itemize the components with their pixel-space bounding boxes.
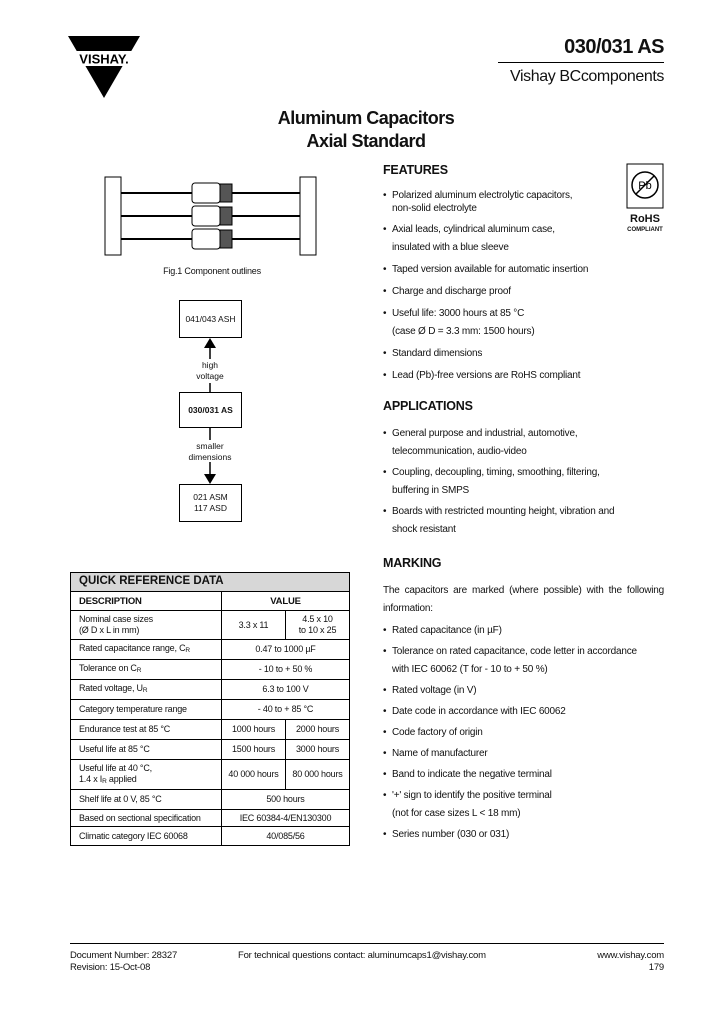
cell-value-a: 40 000 hours [228,769,279,779]
cell-desc [71,660,222,679]
list-item-line1: Rated voltage (in V) [392,685,477,696]
component-outline-figure [104,176,320,256]
cell-value-a: 1500 hours [231,744,276,754]
cell-desc-text: Tolerance on C [79,663,137,673]
list-item-line1: Axial leads, cylindrical aluminum case, [392,224,555,235]
column-header-description: DESCRIPTION [71,592,222,610]
cell-desc-line2-post: applied [106,773,137,784]
list-item-line1: Name of manufacturer [392,748,488,759]
table-row-shelf-life [71,790,349,810]
list-item [383,826,664,844]
flow-box-117-asd: 117 ASD [194,503,227,513]
cell-desc-line2-pre: 1.4 x I [79,773,103,784]
list-item-line2: shock resistant [392,524,456,535]
list-item-line1: Useful life: 3000 hours at 85 °C [392,308,525,319]
flow-box-030-031-as [179,392,242,428]
footer-right [597,950,664,974]
list-item [383,367,664,385]
list-item [383,703,664,721]
flow-label-voltage: voltage [196,371,224,381]
flow-label-high: high [201,360,219,370]
list-item [383,464,664,500]
list-item-line2: (case Ø D = 3.3 mm: 1500 hours) [392,326,535,337]
company-name: Vishay BCcomponents [510,68,664,85]
cell-value-b: 3000 hours [285,740,349,759]
table-row-useful-life-85 [71,740,349,760]
logo-text: VISHAY. [79,51,129,67]
list-item [383,787,664,823]
column-header-value: VALUE [270,595,301,607]
list-item-line2: telecommunication, audio-video [392,446,527,457]
document-number: Document Number: 28327 [70,950,178,961]
list-item-line1: Polarized aluminum electrolytic capacitors, [392,190,573,201]
cell-desc-line2-sub: R [102,777,107,785]
cell-value [222,720,349,739]
table-row-rated-capacitance [71,640,349,660]
list-item [383,305,664,341]
table-row-climatic-category [71,827,349,845]
table-row-nominal-case [71,611,349,640]
cell-value: 40/085/56 [266,830,305,841]
list-item-line2: non-solid electrolyte [392,203,477,214]
flow-box-041-043-ash-label: 041/043 ASH [185,313,236,324]
rohs-label: RoHS [630,213,660,225]
features-heading: FEATURES [383,163,448,177]
table-row-endurance [71,720,349,740]
cell-value: - 10 to + 50 % [258,664,313,674]
cell-value: 6.3 to 100 V [262,684,309,694]
list-item-line1: Code factory of origin [392,727,483,738]
applications-heading: APPLICATIONS [383,399,473,413]
cell-desc-line2: (Ø D x L in mm) [79,625,140,635]
list-item-line1: Taped version available for automatic insertion [392,264,589,275]
cell-desc: Useful life at 85 °C [71,740,222,759]
marking-intro: The capacitors are marked (where possible) with the following information: [383,585,664,614]
quick-reference-table [70,572,350,846]
cell-value: 500 hours [266,794,305,804]
list-item-line2: buffering in SMPS [392,485,470,496]
footer-contact[interactable]: For technical questions contact: aluminumcaps1@vishay.com [238,950,486,961]
list-item [383,345,664,363]
list-item-line1: Rated capacitance (in µF) [392,625,502,636]
cell-desc [71,680,222,699]
marking-list [383,622,664,844]
list-item [383,261,664,279]
cell-desc-sub: R [142,687,148,694]
title-line-2: Axial Standard [306,131,426,151]
footer-divider [70,943,664,944]
page-title [226,107,506,153]
applications-list [383,425,664,539]
table-row-useful-life-40 [71,760,349,790]
list-item-line1: Boards with restricted mounting height, vibration and [392,506,615,517]
cell-value [222,740,349,759]
table-row-tolerance [71,660,349,680]
page-number: 179 [648,962,664,973]
vishay-logo [66,34,142,100]
flow-label-dimensions: dimensions [188,452,232,462]
cell-desc: Endurance test at 85 °C [71,720,222,739]
list-item-line1: Date code in accordance with IEC 60062 [392,706,566,717]
cell-desc-line1: Nominal case sizes [79,614,153,624]
flow-box-041-043-ash [179,300,242,338]
cell-value: IEC 60384-4/EN130300 [239,812,332,823]
list-item [383,283,664,301]
cell-value: 0.47 to 1000 µF [255,644,316,654]
table-row-rated-voltage [71,680,349,700]
list-item-line1: Tolerance on rated capacitance, code letter in accordance [392,646,637,657]
cell-value [222,760,349,789]
list-item [383,425,664,461]
cell-desc: Category temperature range [71,700,222,719]
marking-heading: MARKING [383,556,442,570]
flow-label-high-voltage [170,360,250,382]
list-item-line2: with IEC 60062 (T for - 10 to + 50 %) [392,664,548,675]
list-item-line1: Series number (030 or 031) [392,829,510,840]
list-item [383,724,664,742]
cell-value-a: 3.3 x 11 [238,619,269,630]
list-item [383,682,664,700]
list-item [383,745,664,763]
cell-value-b-line2: to 10 x 25 [298,625,337,635]
cell-desc: Shelf life at 0 V, 85 °C [71,790,222,809]
revision: Revision: 15-Oct-08 [70,962,151,973]
cell-desc-text: Rated voltage, U [79,683,143,693]
cell-desc [71,640,222,659]
list-item-line2: insulated with a blue sleeve [392,242,509,253]
table-row-sectional-spec [71,810,349,827]
quick-reference-title: QUICK REFERENCE DATA [71,573,349,592]
list-item-line2: (not for case sizes L < 18 mm) [392,808,521,819]
cell-desc-sub: R [136,667,142,674]
cell-value-b: 2000 hours [285,720,349,739]
svg-text:Pb: Pb [638,180,652,192]
part-number: 030/031 AS [564,36,664,58]
cell-desc-text: Rated capacitance range, C [79,643,186,653]
list-item-line1: Charge and discharge proof [392,286,511,297]
flow-box-021-asm: 021 ASM [193,492,228,502]
list-item [383,189,664,215]
cell-desc: Climatic category IEC 60068 [71,827,222,845]
figure-caption: Fig.1 Component outlines [163,266,261,276]
flow-box-021-asm-117-asd [179,484,242,522]
cell-value-b: 80 000 hours [285,760,349,789]
table-header-row [71,592,349,611]
list-item-line1: '+' sign to identify the positive terminal [392,790,552,801]
features-list [383,189,664,385]
table-row-category-temperature [71,700,349,720]
cell-value: - 40 to + 85 °C [257,704,314,714]
list-item [383,622,664,640]
title-line-1: Aluminum Capacitors [277,108,455,128]
list-item-line1: Coupling, decoupling, timing, smoothing, filtering, [392,467,600,478]
cell-desc-line1: Useful life at 40 °C, [79,762,152,773]
cell-value-a: 1000 hours [231,724,276,734]
list-item-line1: Band to indicate the negative terminal [392,769,552,780]
list-item-line1: Lead (Pb)-free versions are RoHS compliant [392,370,581,381]
series-flowchart [150,296,270,528]
header-divider [498,62,664,63]
rohs-compliant-label: COMPLIANT [627,227,663,233]
list-item [383,221,664,257]
cell-desc-sub: R [185,647,190,654]
website-link[interactable]: www.vishay.com [597,950,664,961]
list-item-line1: General purpose and industrial, automotive, [392,428,578,439]
cell-value-b [285,611,349,639]
cell-value [222,611,349,639]
cell-desc: Based on sectional specification [71,810,222,826]
cell-desc [71,760,222,789]
list-item [383,503,664,539]
flow-box-030-031-as-label: 030/031 AS [188,404,233,415]
footer-left [70,950,177,974]
list-item [383,766,664,784]
cell-value-b-line1: 4.5 x 10 [302,614,333,624]
flow-label-smaller: smaller [196,441,224,451]
list-item-line1: Standard dimensions [392,348,483,359]
list-item [383,643,664,679]
flow-label-smaller-dimensions [165,441,255,463]
cell-desc [71,611,222,639]
